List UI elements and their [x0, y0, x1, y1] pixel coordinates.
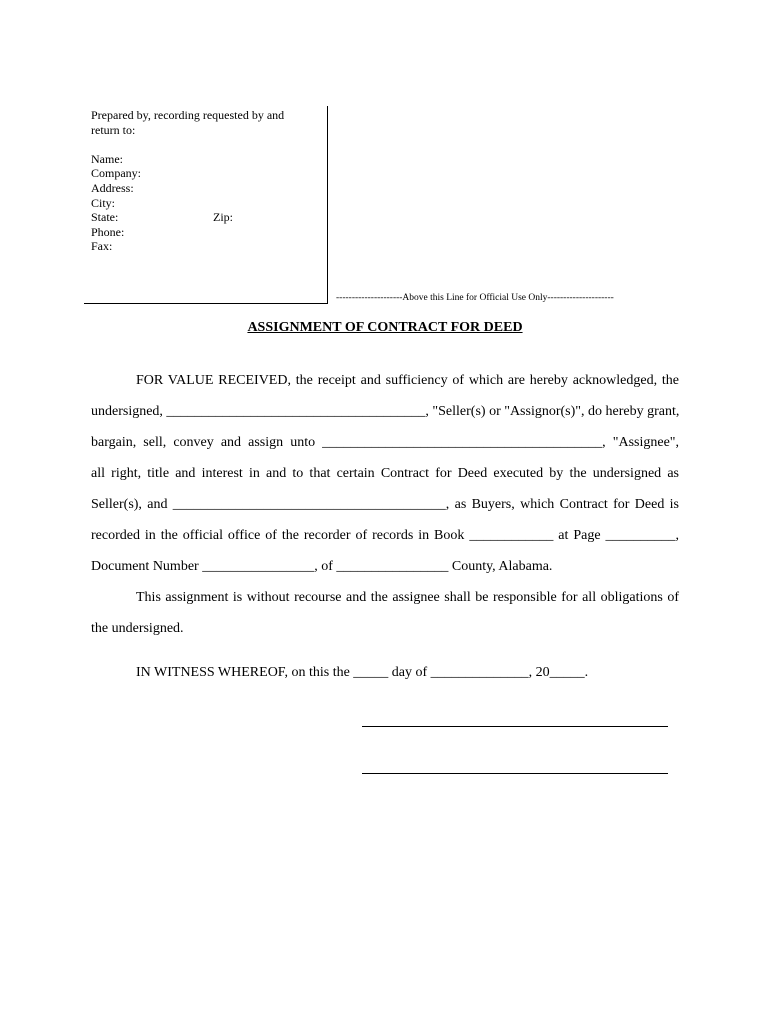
witness-clause: IN WITNESS WHEREOF, on this the _____ day of ______________, 20_____. [136, 665, 589, 680]
address-label: Address: [91, 180, 134, 195]
recording-info-block [91, 108, 321, 254]
paragraph-line: FOR VALUE RECEIVED, the receipt and sufficiency of which are hereby acknowledged, the [136, 373, 679, 388]
paragraph-line: recorded in the official office of the recorder of records in Book ____________ at Page __________, [91, 528, 679, 543]
paragraph-line: all right, title and interest in and to that certain Contract for Deed executed by the undersigned as [91, 466, 679, 481]
paragraph-line: Document Number ________________, of ________________ County, Alabama. [91, 559, 553, 574]
city-label: City: [91, 195, 116, 210]
state-label: State: [91, 210, 119, 225]
paragraph-line: the undersigned. [91, 621, 184, 636]
paragraph-line: Seller(s), and _______________________________________, as Buyers, which Contract for Deed is [91, 497, 679, 512]
prepared-by-line1: Prepared by, recording requested by and [91, 108, 285, 122]
signature-line-1 [362, 726, 668, 727]
fax-label: Fax: [91, 239, 113, 254]
spacer [91, 137, 321, 152]
paragraph-line: undersigned, _____________________________________, "Seller(s) or "Assignor(s)", do hereby grant, [91, 404, 680, 419]
recording-box-divider [327, 106, 328, 303]
paragraph-line: This assignment is without recourse and the assignee shall be responsible for all obligations of [136, 590, 679, 605]
phone-label: Phone: [91, 224, 125, 239]
company-label: Company: [91, 166, 141, 181]
recording-box-underline [84, 303, 328, 304]
official-use-line: ---------------------Above this Line for Official Use Only--------------------- [336, 293, 614, 303]
zip-label: Zip: [213, 210, 233, 225]
state-zip-line [91, 210, 321, 225]
name-label: Name: [91, 151, 123, 166]
assignment-paragraph [91, 365, 679, 644]
paragraph-line: bargain, sell, convey and assign unto ________________________________________, "Assignee", [91, 435, 679, 450]
signature-line-2 [362, 773, 668, 774]
prepared-by-line2: return to: [91, 122, 136, 137]
document-title: ASSIGNMENT OF CONTRACT FOR DEED [247, 320, 523, 335]
